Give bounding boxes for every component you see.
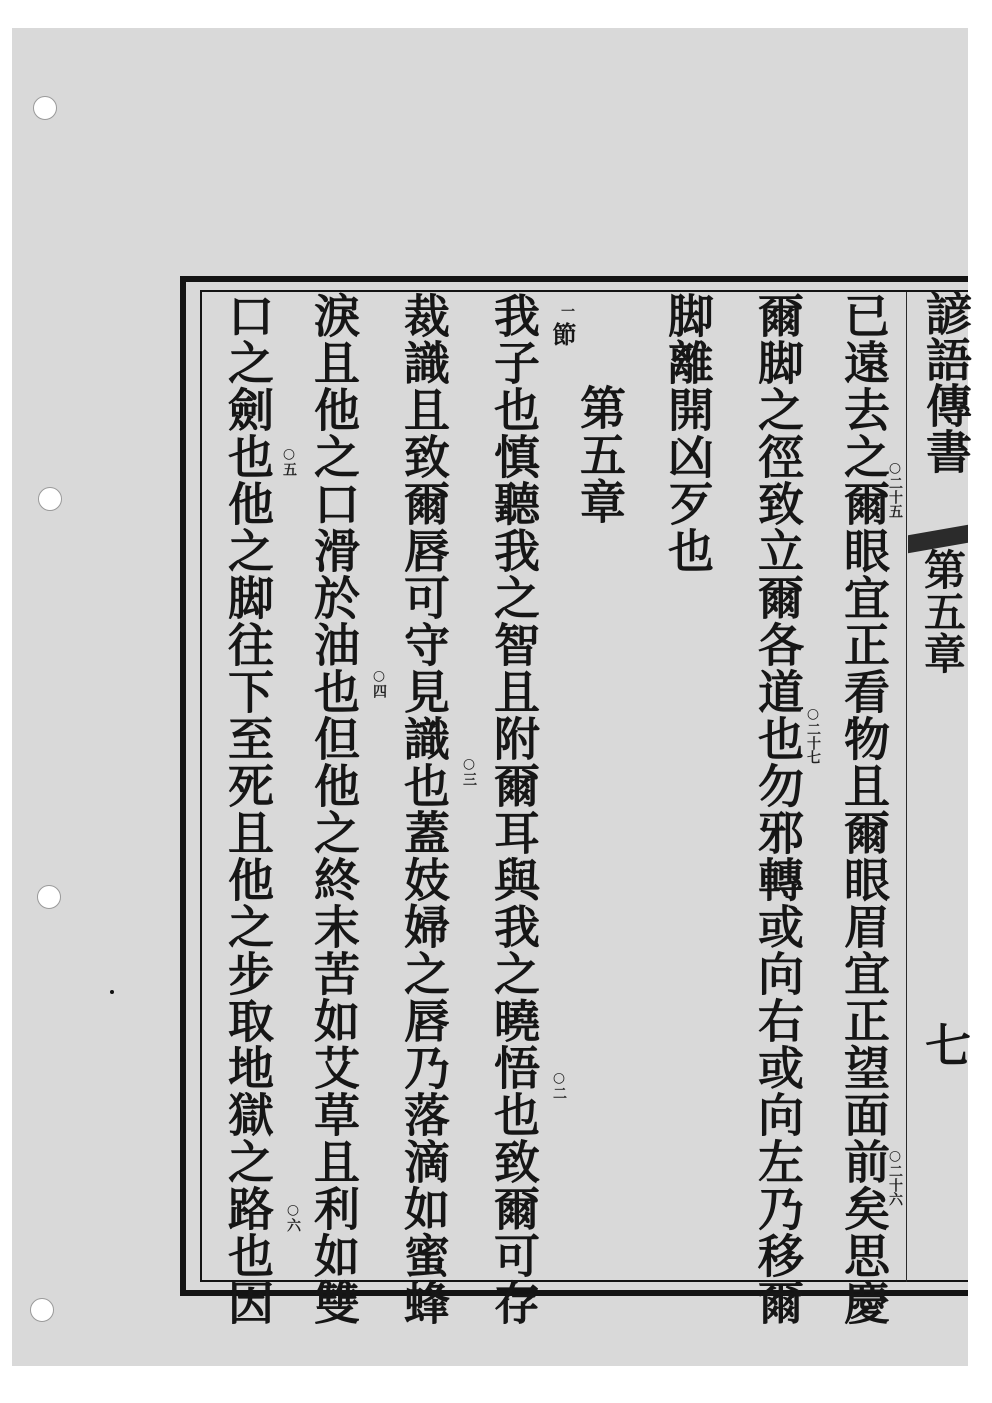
punch-hole-2 xyxy=(38,487,62,511)
punch-hole-4 xyxy=(30,1298,54,1322)
text-column-6: 裁識且致爾唇可守見識也蓋妓婦之唇乃落滴如蜜蜂 xyxy=(397,292,451,1326)
punch-hole-3 xyxy=(37,885,61,909)
text-column-5: 我子也慎聽我之智且附爾耳與我之曉悟也致爾可存 xyxy=(487,292,541,1326)
verse-mark-2: ○二 xyxy=(551,1070,567,1100)
verse-mark-3: ○三 xyxy=(461,756,477,786)
column-separator xyxy=(906,292,907,1282)
verse-mark-4: ○四 xyxy=(371,668,387,698)
verse-mark-25: ○二十五 xyxy=(887,460,903,518)
text-column-2: 爾脚之徑致立爾各道也勿邪轉或向右或向左乃移爾 xyxy=(751,292,805,1326)
text-column-3: 脚離開凶歹也 xyxy=(661,292,715,574)
verse-mark-1: 一 xyxy=(559,304,575,318)
verse-mark-27: ○二十七 xyxy=(805,706,821,764)
chapter-heading: 第五章 xyxy=(573,384,627,525)
verse-mark-26: ○二十六 xyxy=(887,1148,903,1206)
chapter-side-label: 第五章 xyxy=(918,548,967,674)
punch-hole-1 xyxy=(33,96,57,120)
text-column-1: 已遠去之爾眼宜正看物且爾眼眉宜正望面前矣思慶 xyxy=(837,292,891,1326)
verse-mark-6: ○六 xyxy=(285,1202,301,1232)
text-column-7: 淚且他之口滑於油也但他之終末苦如艾草且利如雙 xyxy=(307,292,361,1326)
page-number: 七 xyxy=(925,1019,971,1073)
header-title: 諺語傳書 xyxy=(919,290,973,474)
text-column-8: 口之劍也他之脚往下至死且他之步取地獄之路也因 xyxy=(221,292,275,1326)
verse-mark-5: ○五 xyxy=(281,446,297,476)
speck xyxy=(110,990,114,994)
section-label: 節 xyxy=(548,322,577,347)
